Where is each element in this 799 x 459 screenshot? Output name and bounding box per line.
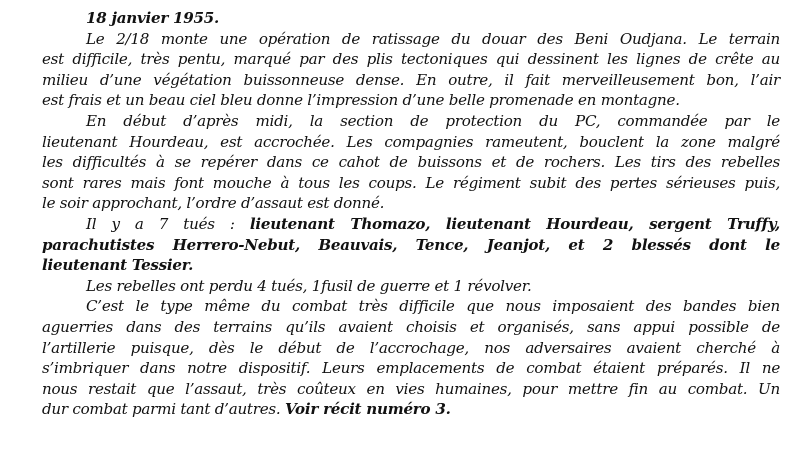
- paragraph-rebel-losses: Les rebelles ont perdu 4 tués, 1fusil de guerre et 1 révolver.: [86, 276, 532, 295]
- text-line: lieutenant Hourdeau, est accrochée. Les compagnies rameutent, bouclent la zone malgré: [42, 132, 780, 151]
- reference-link-text: Voir récit numéro 3.: [284, 400, 451, 419]
- casualties-intro: Il y a 7 tués :: [86, 214, 250, 233]
- document-page: [42, 8, 780, 420]
- text-line: s’imbriquer dans notre dispositif. Leurs emplacements de combat étaient préparés. Il ne: [42, 359, 780, 378]
- text-line: est difficile, très pentu, marqué par des plis tectoniques qui dessinent les lignes de crête au: [42, 50, 780, 69]
- casualties-names: lieutenant Thomazo, lieutenant Hourdeau, sergent Truffy,: [249, 214, 780, 233]
- text-line: milieu d’une végétation buissonneuse dense. En outre, il fait merveilleusement bon, l’air: [42, 70, 780, 89]
- text-line: aguerries dans des terrains qu’ils avaient choisis et organisés, sans appui possible de: [42, 317, 780, 336]
- text-line: [42, 214, 780, 235]
- closing-text: dur combat parmi tant d’autres.: [42, 400, 285, 419]
- text-line: En début d’après midi, la section de protection du PC, commandée par le: [86, 111, 780, 130]
- text-line: les difficultés à se repérer dans ce cahot de buissons et de rochers. Les tirs des rebelles: [42, 153, 780, 172]
- text-line: Le 2/18 monte une opération de ratissage du douar des Beni Oudjana. Le terrain: [86, 29, 780, 48]
- casualties-names: lieutenant Tessier.: [42, 256, 194, 275]
- paragraph-operation: [42, 29, 780, 111]
- paragraph-ambush: [42, 111, 780, 214]
- text-line: [42, 399, 780, 420]
- text-line: le soir approchant, l’ordre d’assaut est donné.: [42, 194, 385, 213]
- casualties-names: parachutistes Herrero-Nebut, Beauvais, Tence, Jeanjot, et 2 blessés dont le: [42, 235, 780, 254]
- text-line: C’est le type même du combat très difficile que nous imposaient des bandes bien: [86, 297, 780, 316]
- text-line: l’artillerie puisque, dès le début de l’accrochage, nos adversaires avaient cherché à: [42, 338, 780, 357]
- document-date: 18 janvier 1955.: [86, 9, 220, 27]
- paragraph-analysis: [42, 296, 780, 420]
- text-line: nous restait que l’assaut, très coûteux en vies humaines, pour mettre fin au combat. Un: [42, 379, 780, 398]
- text-line: sont rares mais font mouche à tous les coups. Le régiment subit des pertes sérieuses puis,: [42, 173, 780, 192]
- paragraph-casualties: [42, 214, 780, 276]
- text-line: est frais et un beau ciel bleu donne l’impression d’une belle promenade en montagne.: [42, 91, 680, 110]
